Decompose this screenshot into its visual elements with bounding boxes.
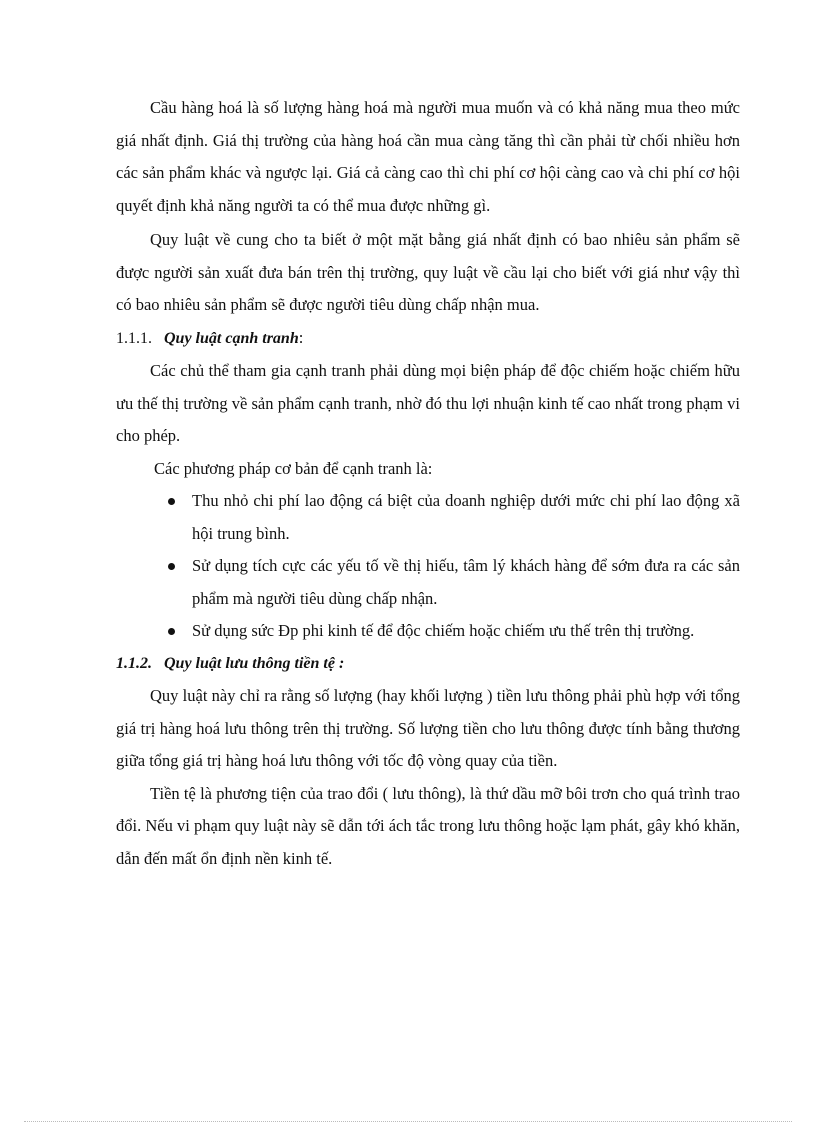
list-item [116,550,740,615]
list-item [116,615,740,648]
section-number: 1.1.2. [116,654,152,672]
section-title: Quy luật cạnh tranh [164,329,299,347]
paragraph-quy-luat-luu-thong: Quy luật này chỉ ra rằng số lượng (hay khối lượng ) tiền lưu thông phải phù hợp với tổng giá trị hàng hoá lưu thông trên thị trường. Số lượng tiền cho lưu thông được tính bằng thương giữa tổng giá trị hàng hoá lưu thông với tốc độ vòng quay của tiền. [116,686,740,770]
bullet-icon [168,628,175,635]
list-intro: Các phương pháp cơ bản để cạnh tranh là: [154,458,433,478]
paragraph-quy-luat-cung: Quy luật về cung cho ta biết ở một mặt bằng giá nhất định có bao nhiêu sản phẩm sẽ được người sản xuất đưa bán trên thị trường, quy luật về cầu lại cho biết với giá như vậy thì có bao nhiêu sản phẩm sẽ được người tiêu dùng chấp nhận mua. [116,230,740,314]
section-heading-canh-tranh [116,322,740,356]
paragraph-canh-tranh: Các chủ thể tham gia cạnh tranh phải dùng mọi biện pháp để độc chiếm hoặc chiếm hữu ưu thế thị trường về sản phẩm cạnh tranh, nhờ đó thu lợi nhuận kinh tế cao nhất trong phạm vi cho phép. [116,361,740,445]
section-title-suffix: : [298,327,304,347]
list-item-text: Sử dụng sức Đp phi kinh tế để độc chiếm hoặc chiếm ưu thế trên thị trường. [192,621,695,640]
section-number: 1.1.1. [116,329,152,347]
bullet-icon [168,563,175,570]
paragraph-tien-te: Tiền tệ là phương tiện của trao đổi ( lưu thông), là thứ dầu mỡ bôi trơn cho quá trình trao đổi. Nếu vi phạm quy luật này sẽ dẫn tới ách tắc trong lưu thông hoặc lạm phát, gây khó khăn, dẫn đến mất ổn định nền kinh tế. [116,783,740,868]
list-item-text: Sử dụng tích cực các yếu tố về thị hiếu, tâm lý khách hàng để sớm đưa ra các sản phẩm mà người tiêu dùng chấp nhận. [192,556,740,608]
page-border-divider [24,1121,792,1122]
paragraph-cau-hang-hoa: Cầu hàng hoá là số lượng hàng hoá mà người mua muốn và có khả năng mua theo mức giá nhất định. Giá thị trường của hàng hoá cần mua càng tăng thì cần phải từ chối nhiều hơn các sản phẩm khác và ngược lại. Giá cả càng cao thì chi phí cơ hội càng cao và chi phí cơ hội quyết định khả năng người ta có thể mua được những gì. [116,98,740,215]
section-heading-luu-thong-tien-te [116,648,740,681]
section-title: Quy luật lưu thông tiền tệ : [164,654,345,672]
document-body [116,92,740,875]
bullet-icon [168,498,175,505]
list-item [116,485,740,550]
method-list [116,485,740,648]
list-item-text: Thu nhỏ chi phí lao động cá biệt của doanh nghiệp dưới mức chi phí lao động xã hội trung bình. [192,491,740,543]
